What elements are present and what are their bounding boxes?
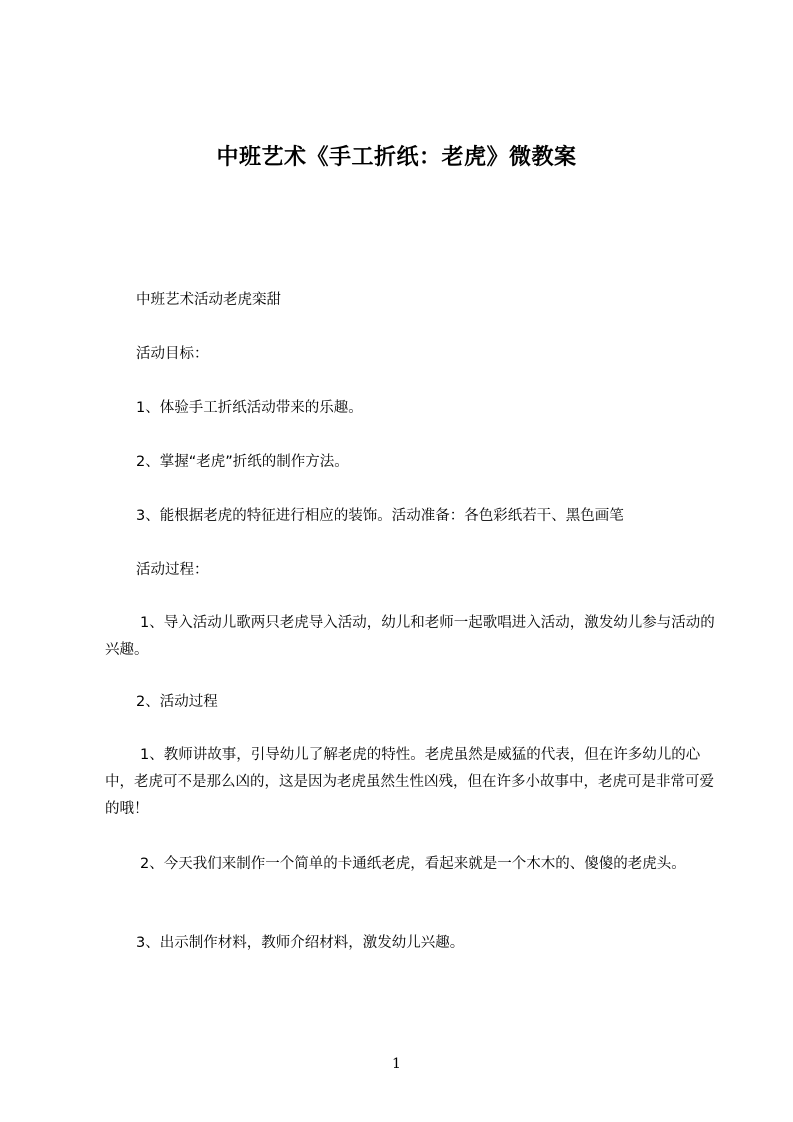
paragraph-goal-3: 3、能根据老虎的特征进行相应的装饰。活动准备：各色彩纸若干、黑色画笔 (136, 508, 624, 524)
paragraph-goal-2: 2、掌握“老虎”折纸的制作方法。 (136, 454, 349, 470)
paragraph-process-heading: 活动过程： (136, 562, 209, 578)
paragraph-process-1: 1、导入活动儿歌两只老虎导入活动，幼儿和老师一起歌唱进入活动，激发幼儿参与活动的兴趣。 (105, 615, 715, 658)
paragraph-materials: 3、出示制作材料，教师介绍材料，激发幼儿兴趣。 (136, 935, 465, 951)
paragraph-goal-1: 1、体验手工折纸活动带来的乐趣。 (136, 400, 363, 416)
paragraph-goals-heading: 活动目标： (136, 346, 209, 362)
paragraph-subtitle: 中班艺术活动老虎栾甜 (136, 292, 281, 308)
paragraph-make-tiger: 2、今天我们来制作一个简单的卡通纸老虎，看起来就是一个木木的、傻傻的老虎头。 (140, 856, 686, 872)
page-number: 1 (392, 1056, 401, 1072)
document-title: 中班艺术《手工折纸：老虎》微教案 (216, 145, 577, 170)
paragraph-process-2: 2、活动过程 (136, 694, 218, 710)
paragraph-story: 1、教师讲故事，引导幼儿了解老虎的特性。老虎虽然是威猛的代表，但在许多幼儿的心中，老虎可不是那么凶的，这是因为老虎虽然生性凶残，但在许多小故事中，老虎可是非常可爱的哦！ (105, 747, 714, 817)
